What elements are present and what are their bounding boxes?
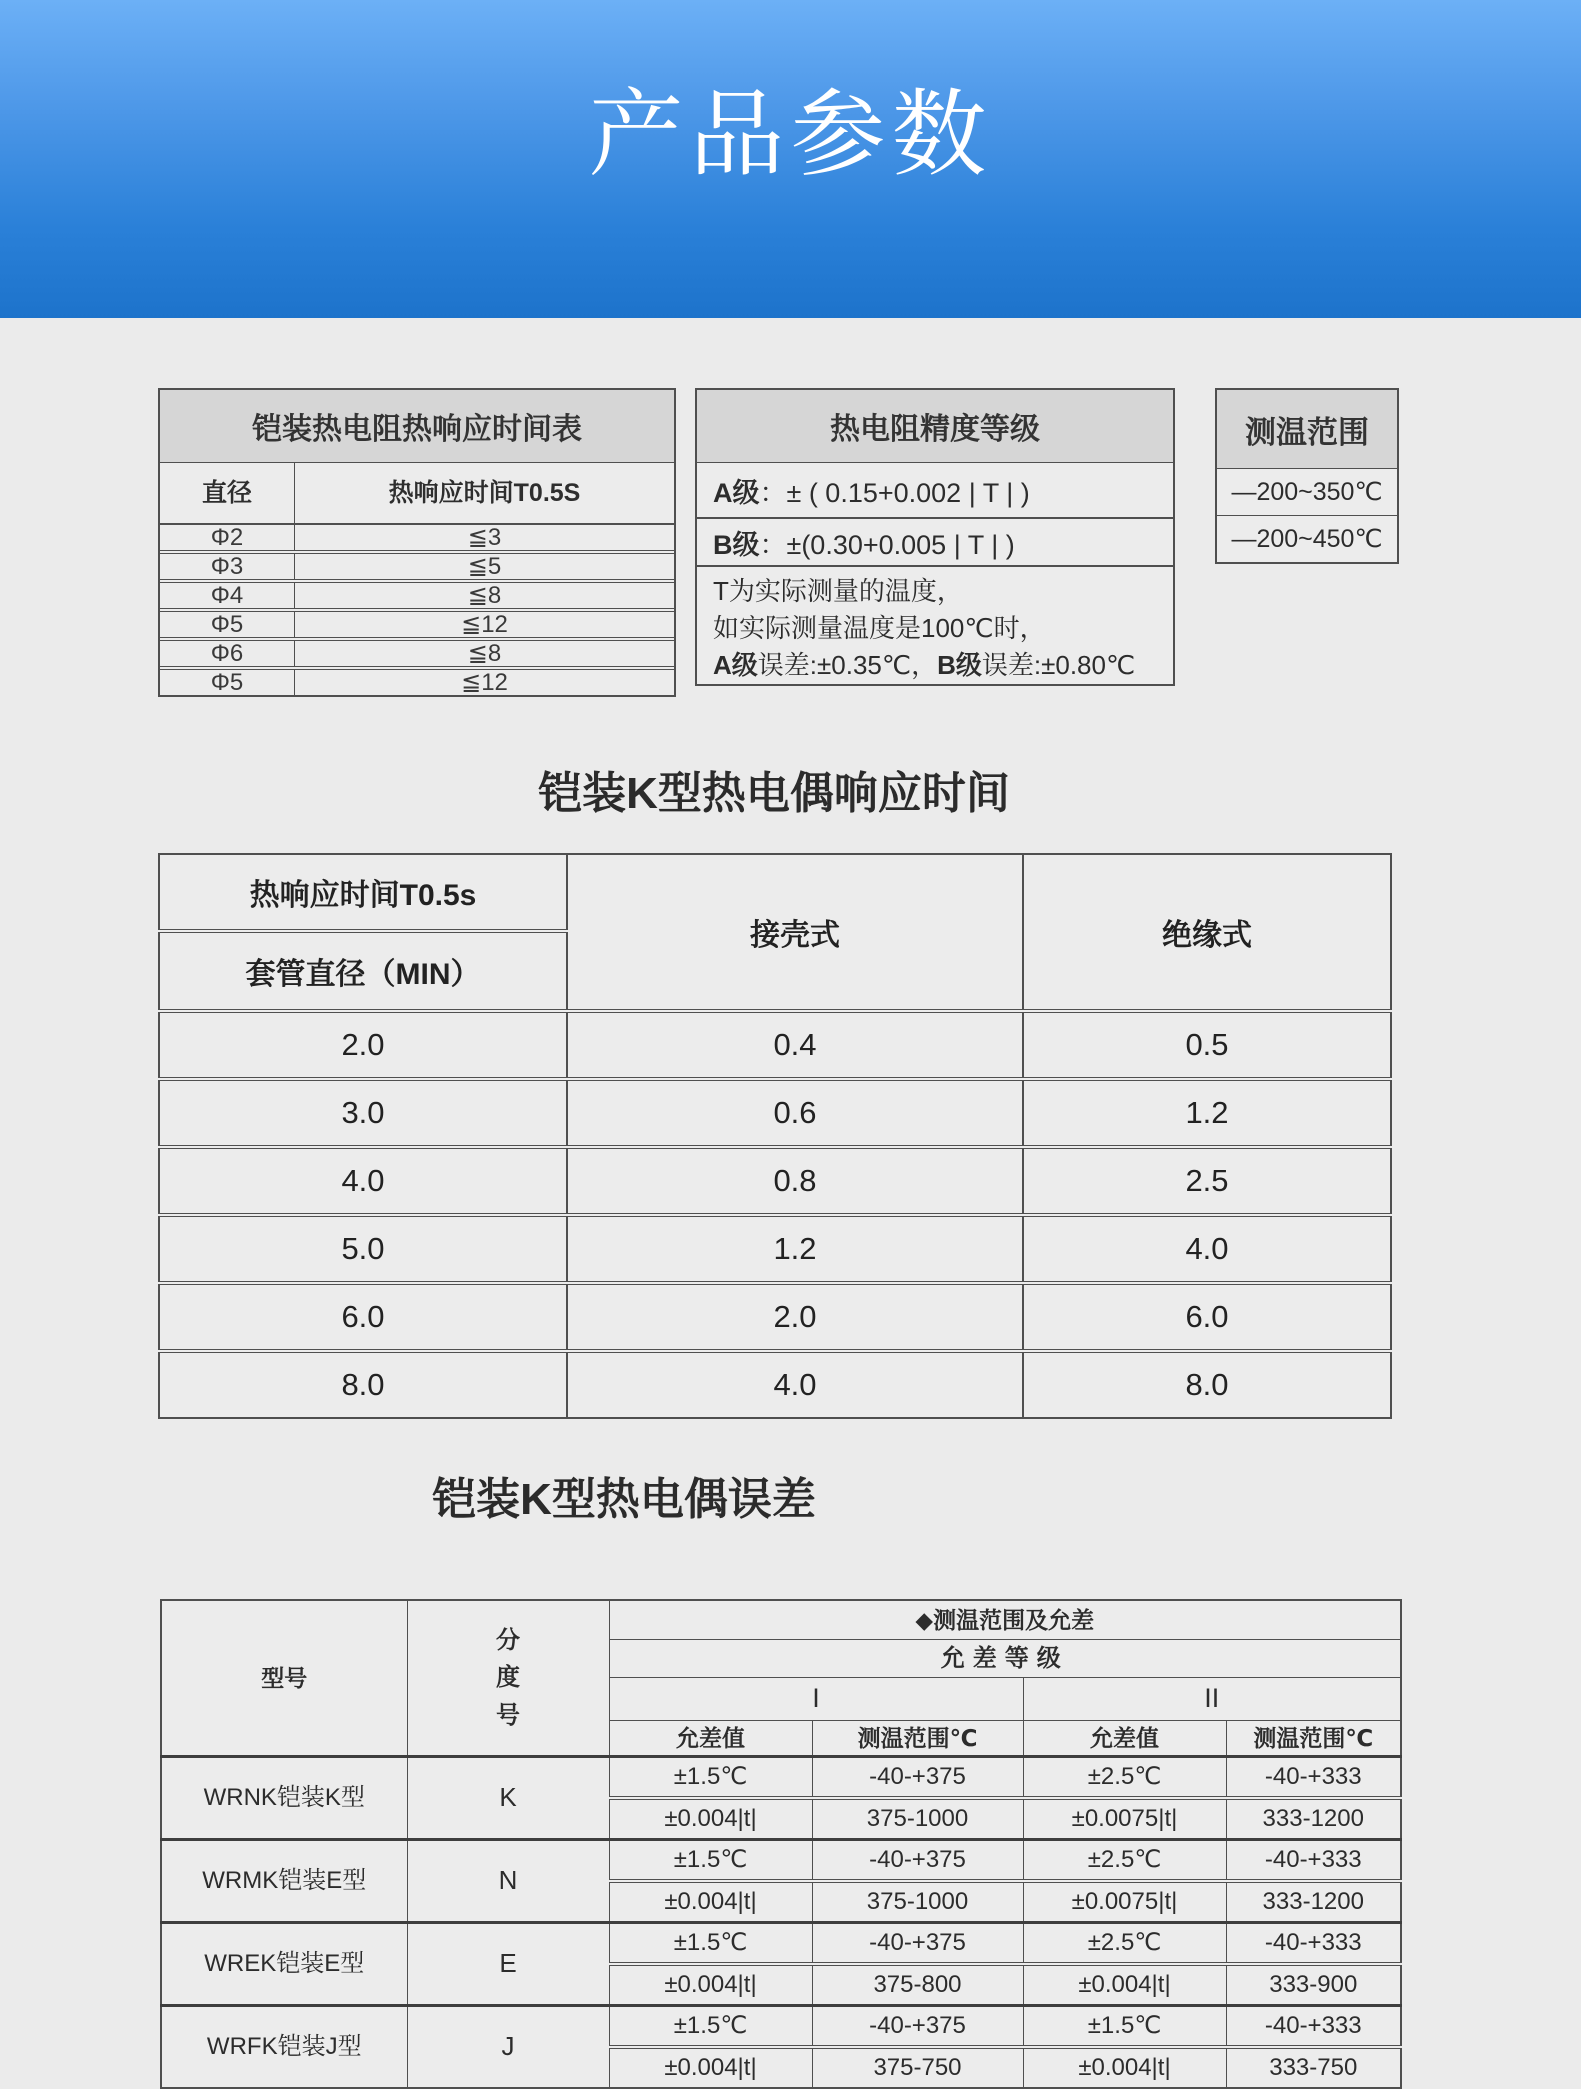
header-range-tolerance: ◆测温范围及允差 xyxy=(609,1600,1401,1640)
column-header-tolerance-value-2: 允差值 xyxy=(1023,1721,1226,1757)
table-cell: ±1.5℃ xyxy=(609,2006,812,2048)
table-cell: 333-750 xyxy=(1226,2047,1401,2088)
table-cell: Φ6 xyxy=(160,639,295,668)
table-cell: -40-+333 xyxy=(1226,1923,1401,1965)
table-cell: ±1.5℃ xyxy=(1023,2006,1226,2048)
table-cell: 375-1000 xyxy=(812,1798,1023,1840)
range-value-2: —200~450℃ xyxy=(1217,515,1397,562)
grade-a-label: A级 xyxy=(713,477,760,508)
model-name: WRNK铠装K型 xyxy=(161,1757,407,1840)
measuring-range-table xyxy=(1215,388,1399,564)
table-cell: 6.0 xyxy=(159,1283,567,1351)
graduation-code: K xyxy=(407,1757,609,1840)
section-title-k-response: 铠装K型热电偶响应时间 xyxy=(538,769,1010,818)
accuracy-note-line2: 如实际测量温度是100℃时， xyxy=(713,613,1046,643)
table-cell: ≦12 xyxy=(295,610,675,639)
accuracy-note xyxy=(697,567,1173,684)
column-header-tolerance-value-1: 允差值 xyxy=(609,1721,812,1757)
response-time-table xyxy=(158,388,676,697)
table-cell: -40-+333 xyxy=(1226,2006,1401,2048)
column-header-graduation xyxy=(407,1600,609,1757)
grade-b-label: B级 xyxy=(713,529,760,560)
header-grade-1: I xyxy=(609,1678,1023,1721)
table-cell: -40-+375 xyxy=(812,1757,1023,1799)
table-cell: ±1.5℃ xyxy=(609,1840,812,1882)
table-cell: Φ3 xyxy=(160,552,295,581)
table-cell: 375-750 xyxy=(812,2047,1023,2088)
accuracy-note-line1: T为实际测量的温度， xyxy=(713,576,963,606)
table-cell: 2.5 xyxy=(1023,1147,1391,1215)
table-cell: -40-+375 xyxy=(812,1923,1023,1965)
table-cell: 6.0 xyxy=(1023,1283,1391,1351)
grade-a-row xyxy=(697,463,1173,519)
table-cell: 0.8 xyxy=(567,1147,1023,1215)
model-name: WRMK铠装E型 xyxy=(161,1840,407,1923)
measuring-range-title: 测温范围 xyxy=(1217,390,1397,469)
table-cell: ±2.5℃ xyxy=(1023,1923,1226,1965)
table-cell: ±1.5℃ xyxy=(609,1923,812,1965)
column-header-range-2: 测温范围℃ xyxy=(1226,1721,1401,1757)
table-cell: ≦8 xyxy=(295,581,675,610)
table-cell: 2.0 xyxy=(159,1011,567,1079)
note-b-label: B级 xyxy=(937,650,982,680)
k-error-table xyxy=(160,1599,1402,2089)
table-cell: 5.0 xyxy=(159,1215,567,1283)
table-cell: 333-900 xyxy=(1226,1964,1401,2006)
table-cell: 333-1200 xyxy=(1226,1881,1401,1923)
table-cell: -40-+333 xyxy=(1226,1840,1401,1882)
table-cell: Φ5 xyxy=(160,610,295,639)
table-cell: Φ4 xyxy=(160,581,295,610)
table-cell: 8.0 xyxy=(159,1351,567,1418)
table-cell: ±0.004|t| xyxy=(609,1881,812,1923)
table-cell: -40-+375 xyxy=(812,1840,1023,1882)
table-cell: ±0.0075|t| xyxy=(1023,1881,1226,1923)
response-time-table-title: 铠装热电阻热响应时间表 xyxy=(160,390,674,463)
page-title: 产品参数 xyxy=(588,82,993,188)
header-response-time: 热响应时间T0.5s xyxy=(159,854,567,931)
table-cell: 1.2 xyxy=(1023,1079,1391,1147)
header-insulated-type: 绝缘式 xyxy=(1023,854,1391,1011)
table-cell: 0.4 xyxy=(567,1011,1023,1079)
table-cell: ±0.004|t| xyxy=(609,1798,812,1840)
table-cell: 0.5 xyxy=(1023,1011,1391,1079)
note-b-text: 误差:±0.80℃ xyxy=(981,650,1136,680)
note-a-label: A级 xyxy=(713,650,758,680)
k-response-table xyxy=(158,853,1392,1419)
grade-a-value: ：± ( 0.15+0.002 | T | ) xyxy=(759,477,1030,508)
table-cell: -40-+333 xyxy=(1226,1757,1401,1799)
table-cell: ±0.004|t| xyxy=(609,1964,812,2006)
table-cell: ±0.004|t| xyxy=(1023,2047,1226,2088)
grade-b-value: ：±(0.30+0.005 | T | ) xyxy=(759,529,1015,560)
column-header-response-time: 热响应时间T0.5S xyxy=(295,463,675,524)
note-a-text: 误差:±0.35℃， xyxy=(757,650,938,680)
column-header-diameter: 直径 xyxy=(160,463,295,524)
table-cell: ≦8 xyxy=(295,639,675,668)
model-name: WREK铠装E型 xyxy=(161,1923,407,2006)
grade-b-row xyxy=(697,519,1173,567)
column-header-model: 型号 xyxy=(161,1600,407,1757)
table-cell: ±0.004|t| xyxy=(1023,1964,1226,2006)
header-tolerance-grade: 允差等级 xyxy=(609,1640,1401,1678)
table-cell: 375-800 xyxy=(812,1964,1023,2006)
top-spec-tables-row xyxy=(158,388,1581,697)
section-title-k-error: 铠装K型热电偶误差 xyxy=(432,1475,816,1524)
table-cell: ≦5 xyxy=(295,552,675,581)
graduation-code: E xyxy=(407,1923,609,2006)
table-cell: ±0.004|t| xyxy=(609,2047,812,2088)
table-cell: ±2.5℃ xyxy=(1023,1840,1226,1882)
table-cell: 0.6 xyxy=(567,1079,1023,1147)
header-sheath-diameter: 套管直径（MIN） xyxy=(159,931,567,1011)
table-cell: 1.2 xyxy=(567,1215,1023,1283)
model-name: WRFK铠装J型 xyxy=(161,2006,407,2089)
table-cell: 4.0 xyxy=(1023,1215,1391,1283)
header-grade-2: II xyxy=(1023,1678,1401,1721)
graduation-code: J xyxy=(407,2006,609,2089)
column-header-range-1: 测温范围℃ xyxy=(812,1721,1023,1757)
table-cell: ±1.5℃ xyxy=(609,1757,812,1799)
table-cell: 4.0 xyxy=(159,1147,567,1215)
table-cell: 4.0 xyxy=(567,1351,1023,1418)
accuracy-grade-table xyxy=(695,388,1175,686)
header-shell-type: 接壳式 xyxy=(567,854,1023,1011)
accuracy-grade-title: 热电阻精度等级 xyxy=(697,390,1173,463)
table-cell: ±0.0075|t| xyxy=(1023,1798,1226,1840)
table-cell: Φ5 xyxy=(160,668,295,695)
table-cell: Φ2 xyxy=(160,524,295,552)
hero-banner xyxy=(0,0,1581,318)
table-cell: ≦3 xyxy=(467,523,502,551)
table-cell: 333-1200 xyxy=(1226,1798,1401,1840)
graduation-vertical-label: 分度号 xyxy=(496,1627,520,1729)
response-time-grid xyxy=(160,463,674,695)
table-cell: -40-+375 xyxy=(812,2006,1023,2048)
table-cell: ±2.5℃ xyxy=(1023,1757,1226,1799)
range-value-1: —200~350℃ xyxy=(1231,478,1383,506)
table-cell: 375-1000 xyxy=(812,1881,1023,1923)
accuracy-note-line3 xyxy=(713,647,1173,684)
graduation-code: N xyxy=(407,1840,609,1923)
table-cell: ≦12 xyxy=(295,668,675,695)
table-cell: 8.0 xyxy=(1023,1351,1391,1418)
table-cell: 3.0 xyxy=(159,1079,567,1147)
table-cell: 2.0 xyxy=(567,1283,1023,1351)
